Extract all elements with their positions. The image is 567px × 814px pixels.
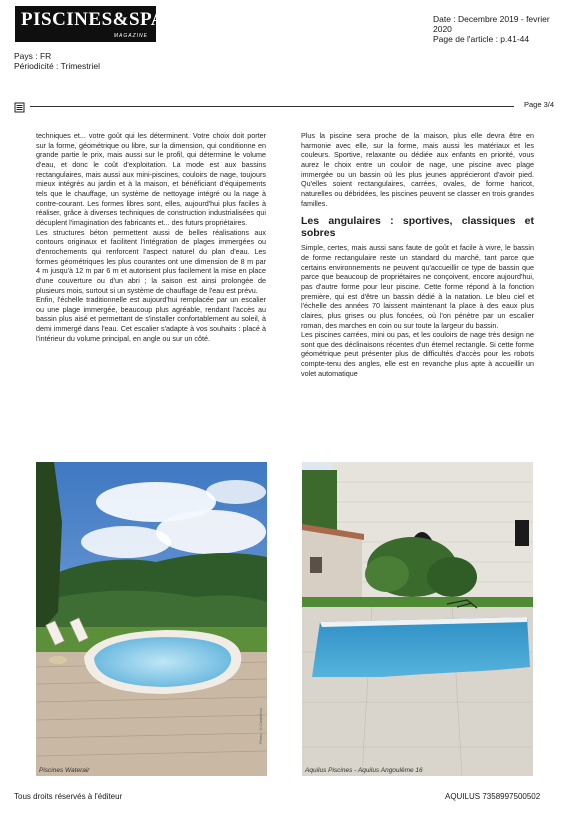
header-divider — [30, 106, 514, 107]
article-column-left — [36, 131, 266, 343]
paragraph: Enfin, l'échelle traditionnelle est aujourd'hui remplacée par un escalier ou une plage immergée, beaucoup plus agréable, rendant l'accès au bassin plus aisé et permettant de s'installer confortablement au soleil, à demi immergé dans l'eau. Cet escalier s'adapte à vos souhaits : placé à l'intérieur du volume principal, en angle ou sur un côté. — [36, 295, 266, 343]
periodicity-label: Périodicité : Trimestriel — [14, 61, 100, 71]
section-heading: Les angulaires : sportives, classiques et sobres — [301, 215, 534, 240]
logo-subtitle: MAGAZINE — [113, 33, 148, 39]
article-meta — [433, 14, 558, 44]
page-indicator: Page 3/4 — [523, 100, 554, 109]
article-page-label: Page de l'article : p.41-44 — [433, 34, 530, 44]
publication-meta — [14, 51, 100, 71]
footer-rights: Tous droits réservés à l'éditeur — [14, 792, 123, 801]
article-column-right — [301, 131, 534, 378]
photo-oval-pool — [36, 462, 267, 776]
paragraph: Les piscines carrées, mini ou pas, et les couloirs de nage très design ne sont que des déclinaisons récentes d'un éternel rectangle. Si cette forme géométrique peut présenter plus de difficultés d'accès pour les robots compte-tenu des angles, elle est en revanche plus apte à accueillir un volet automatique — [301, 330, 534, 378]
paragraph: Plus la piscine sera proche de la maison, plus elle devra être en harmonie avec elle, sur la forme, mais aussi les matériaux et les couleurs. Sportive, relaxante ou dédiée aux enfants en priorité, vous aurez le choix entre un couloir de nage, une piscine avec plage immergée ou un bassin où les plus jeunes apprécieront d'avoir pied. Qu'elles soient rectangulaires, carrées, ovales, de forme haricot, naturelles ou débridées, les piscines peuvent se classer en trois grandes familles. — [301, 131, 534, 208]
paragraph: techniques et... votre goût qui les déterminent. Votre choix doit porter sur la forme, géométrique ou libre, sur la dimension, qui conditionne en grande partie le prix, mais aussi sur le profil, qui détermine le volume d'eau, et donc le coût d'exploitation. La mode est aux bassins rectangulaires, mais aussi aux mini-piscines, couloirs de nage, toujours mieux intégrés au jardin et à la maison, et bénéficiant d'équipements tels que le chauffage, un système de nettoyage intégré ou la nage à contre-courant. Les formes libres sont, elles, aujourd'hui plus faciles à réaliser, grâce à diverses techniques de construction industrialisées qui décuplent l'imagination des fabricants et... des futurs propriétaires. — [36, 131, 266, 227]
document-icon[interactable] — [14, 100, 25, 111]
paragraph: Les structures béton permettent aussi de belles réalisations aux contours originaux et facilitent l'intégration de plages immergées ou d'enrochements qui renforcent l'aspect naturel du plan d'eau. Les formes géométriques les plus courantes ont une dimension de 8 m par 4 m jusqu'à 12 m par 6 m et autorisent plus facilement la mise en place d'une couverture ou d'un abri ; la saison est ainsi prolongée de plusieurs mois, surtout si un système de chauffage de l'eau est prévu. — [36, 227, 266, 295]
publication-logo — [15, 6, 177, 42]
photo-credit: Photo : G.Castelbou — [258, 707, 263, 744]
photo-rectangular-pool — [302, 462, 533, 776]
date-label: Date : Decembre 2019 - fevrier 2020 — [433, 14, 550, 34]
country-label: Pays : FR — [14, 51, 52, 61]
photo-caption-right: Aquilus Piscines - Aquilus Angoulême 16 — [305, 767, 423, 774]
paragraph: Simple, certes, mais aussi sans faute de goût et facile à vivre, le bassin de forme rectangulaire reste un standard du marché, tant parce que certains environnements ne peuvent qu'accueillir ce type de bassin que parce que beaucoup de propriétaires ne conçoivent, encore aujourd'hui, pas d'autre forme pour leur piscine. Cette forme répond à la fonction première, qui est d'être un bassin dédié à la natation. Le bleu ciel et l'échelle des années 70 laissent maintenant la place à des eaux plus claires, plus grises ou plus foncées, où l'on pénètre par un escalier roman, des marches en coin ou sur toute la largeur du bassin. — [301, 243, 534, 330]
footer-reference: AQUILUS 7358997500502 — [445, 792, 541, 801]
page-navigation — [14, 100, 554, 112]
photo-caption-left: Piscines Waterair — [39, 767, 90, 774]
logo-text: PISCINES&SPAS — [21, 9, 177, 30]
